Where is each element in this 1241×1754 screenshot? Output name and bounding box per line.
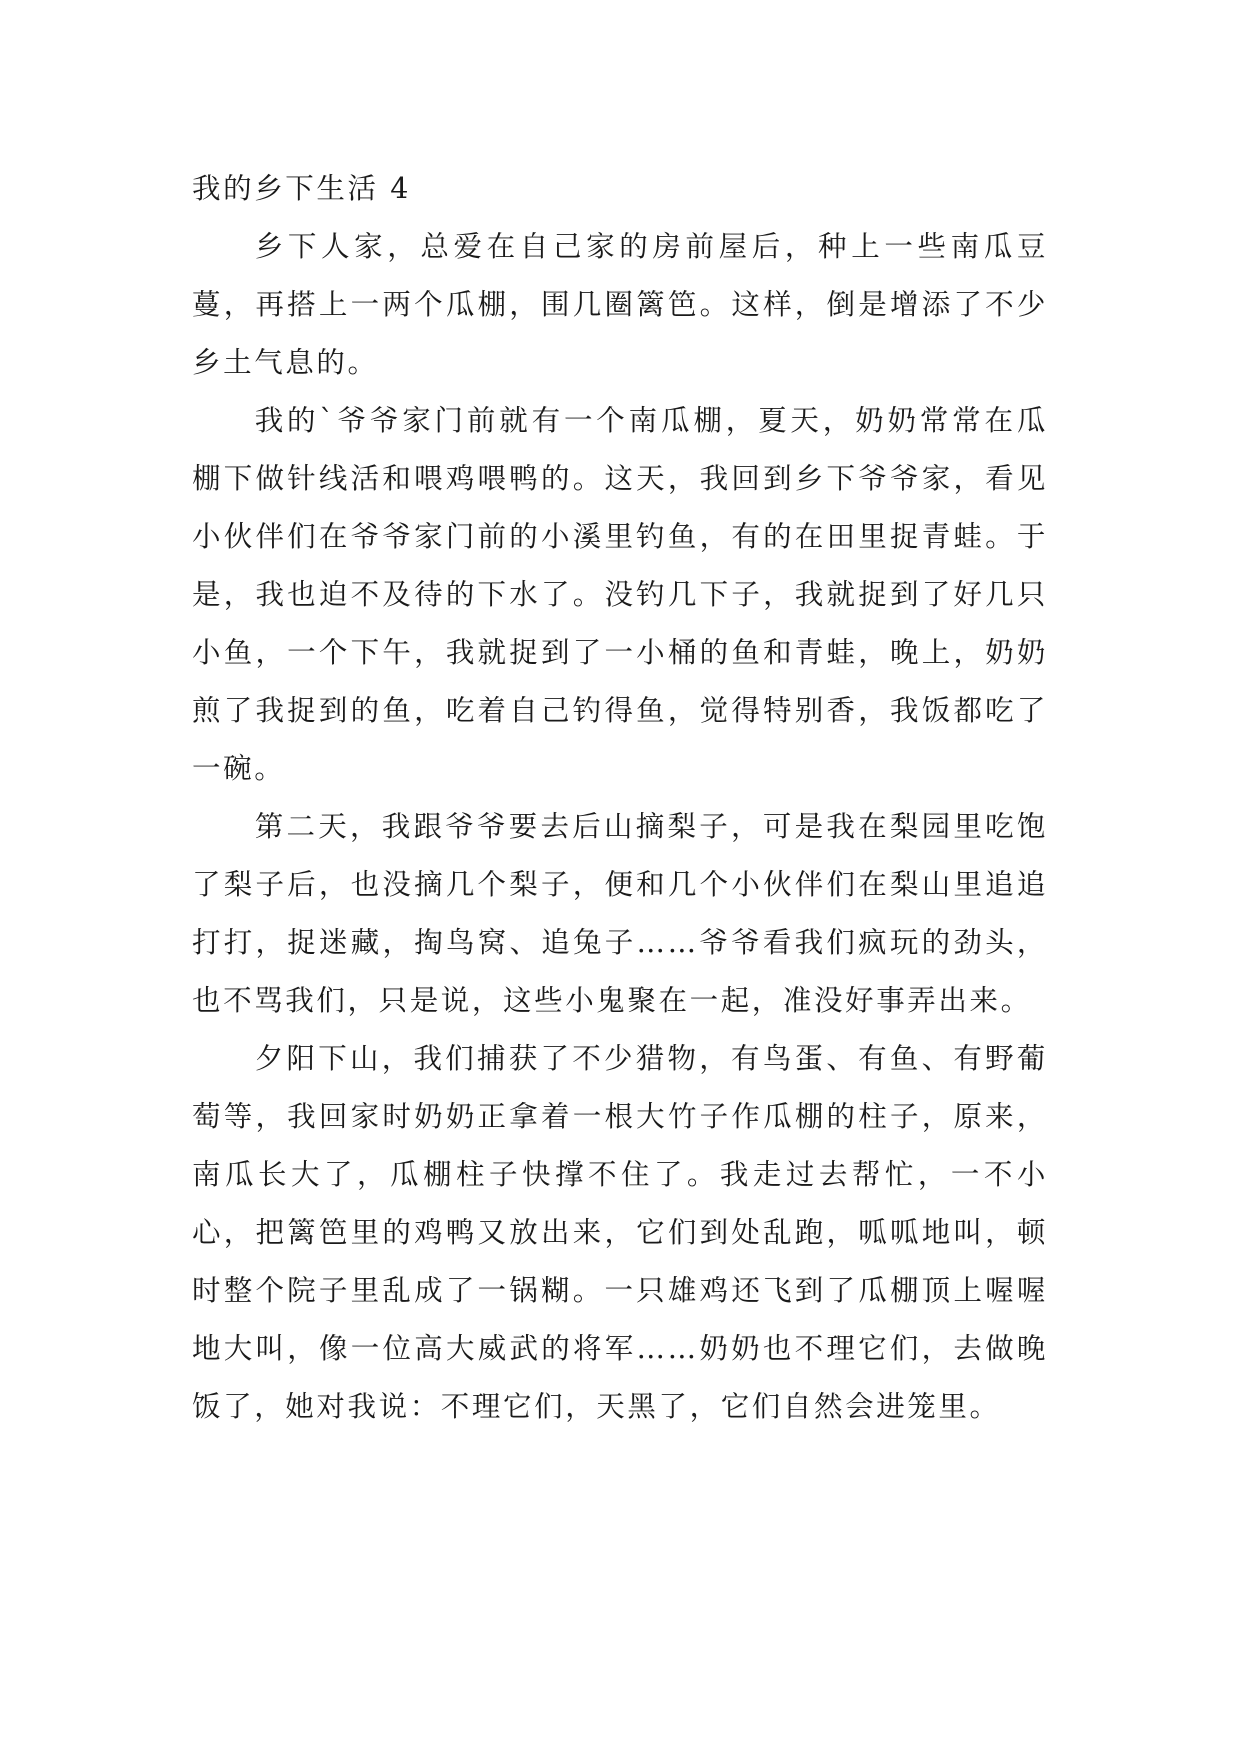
paragraph-4: 夕阳下山，我们捕获了不少猎物，有鸟蛋、有鱼、有野葡萄等，我回家时奶奶正拿着一根大竹子作瓜棚的柱子，原来，南瓜长大了，瓜棚柱子快撑不住了。我走过去帮忙，一不小心，把篱笆里的鸡鸭又放出来，它们到处乱跑，呱呱地叫，顿时整个院子里乱成了一锅糊。一只雄鸡还飞到了瓜棚顶上喔喔地大叫，像一位高大威武的将军……奶奶也不理它们，去做晚饭了，她对我说：不理它们，天黑了，它们自然会进笼里。 <box>192 1042 1048 1423</box>
paragraph-2: 我的`爷爷家门前就有一个南瓜棚，夏天，奶奶常常在瓜棚下做针线活和喂鸡喂鸭的。这天，我回到乡下爷爷家，看见小伙伴们在爷爷家门前的小溪里钓鱼，有的在田里捉青蛙。于是，我也迫不及待的下水了。没钓几下子，我就捉到了好几只小鱼，一个下午，我就捉到了一小桶的鱼和青蛙，晚上，奶奶煎了我捉到的鱼，吃着自己钓得鱼，觉得特别香，我饭都吃了一碗。 <box>192 404 1048 785</box>
document-title: 我的乡下生活 4 <box>192 172 411 205</box>
document-body <box>192 160 1048 1436</box>
paragraph-1: 乡下人家，总爱在自己家的房前屋后，种上一些南瓜豆蔓，再搭上一两个瓜棚，围几圈篱笆。这样，倒是增添了不少乡土气息的。 <box>192 230 1048 379</box>
paragraph-3: 第二天，我跟爷爷要去后山摘梨子，可是我在梨园里吃饱了梨子后，也没摘几个梨子，便和几个小伙伴们在梨山里追追打打，捉迷藏，掏鸟窝、追兔子……爷爷看我们疯玩的劲头，也不骂我们，只是说，这些小鬼聚在一起，准没好事弄出来。 <box>192 810 1048 1017</box>
